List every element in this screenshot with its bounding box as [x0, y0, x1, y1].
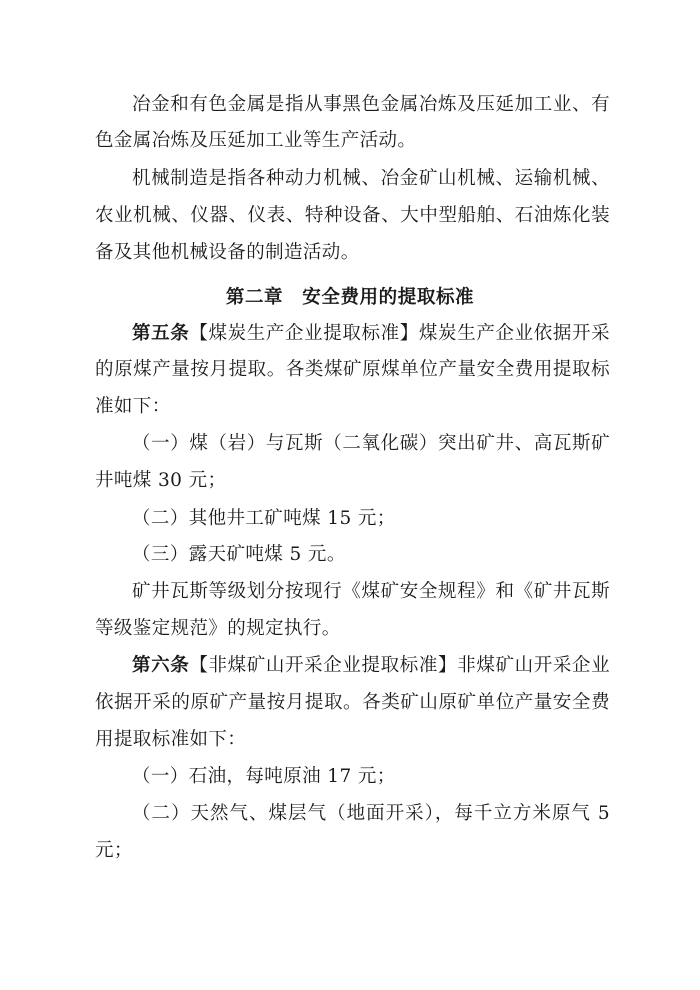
para1-line1: 冶金和有色金属是指从事黑色金属冶炼及压延加工业、有	[132, 94, 610, 115]
article6-line3: 用提取标准如下：	[95, 729, 247, 750]
article6-line1-text: 【非煤矿山开采企业提取标准】非煤矿山开采企业	[189, 655, 610, 676]
item6-2-line1: （二）天然气、煤层气（地面开采），每千立方米原气 5	[132, 803, 610, 824]
para2-line3: 备及其他机械设备的制造活动。	[95, 242, 360, 263]
item5-1-line2: 井吨煤 30 元；	[95, 470, 227, 491]
article5-line2: 的原煤产量按月提取。各类煤矿原煤单位产量安全费用提取标	[95, 359, 610, 380]
chapter-title: 第二章 安全费用的提取标准	[225, 287, 475, 308]
item5-1-line1: （一）煤（岩）与瓦斯（二氧化碳）突出矿井、高瓦斯矿	[132, 433, 610, 454]
para1-line2: 色金属冶炼及压延加工业等生产活动。	[95, 130, 417, 151]
article6-line2: 依据开采的原矿产量按月提取。各类矿山原矿单位产量安全费	[95, 692, 610, 713]
article6-line1	[132, 652, 610, 680]
item6-2-line2: 元；	[95, 840, 133, 861]
item6-1: （一）石油，每吨原油 17 元；	[132, 766, 396, 787]
note5-line2: 等级鉴定规范》的规定执行。	[95, 618, 341, 639]
item5-3: （三）露天矿吨煤 5 元。	[132, 544, 346, 565]
note5-line1: 矿井瓦斯等级划分按现行《煤矿安全规程》和《矿井瓦斯	[132, 581, 610, 602]
article5-line1-text: 【煤炭生产企业提取标准】煤炭生产企业依据开采	[189, 323, 610, 344]
article6-label: 第六条	[132, 655, 190, 676]
para2-line2: 农业机械、仪器、仪表、特种设备、大中型船舶、石油炼化装	[95, 205, 610, 226]
item5-2: （二）其他井工矿吨煤 15 元；	[132, 508, 396, 529]
article5-line3: 准如下：	[95, 396, 171, 417]
para2-line1: 机械制造是指各种动力机械、冶金矿山机械、运输机械、	[132, 168, 610, 189]
article5-line1	[132, 320, 610, 348]
article5-label: 第五条	[132, 323, 190, 344]
